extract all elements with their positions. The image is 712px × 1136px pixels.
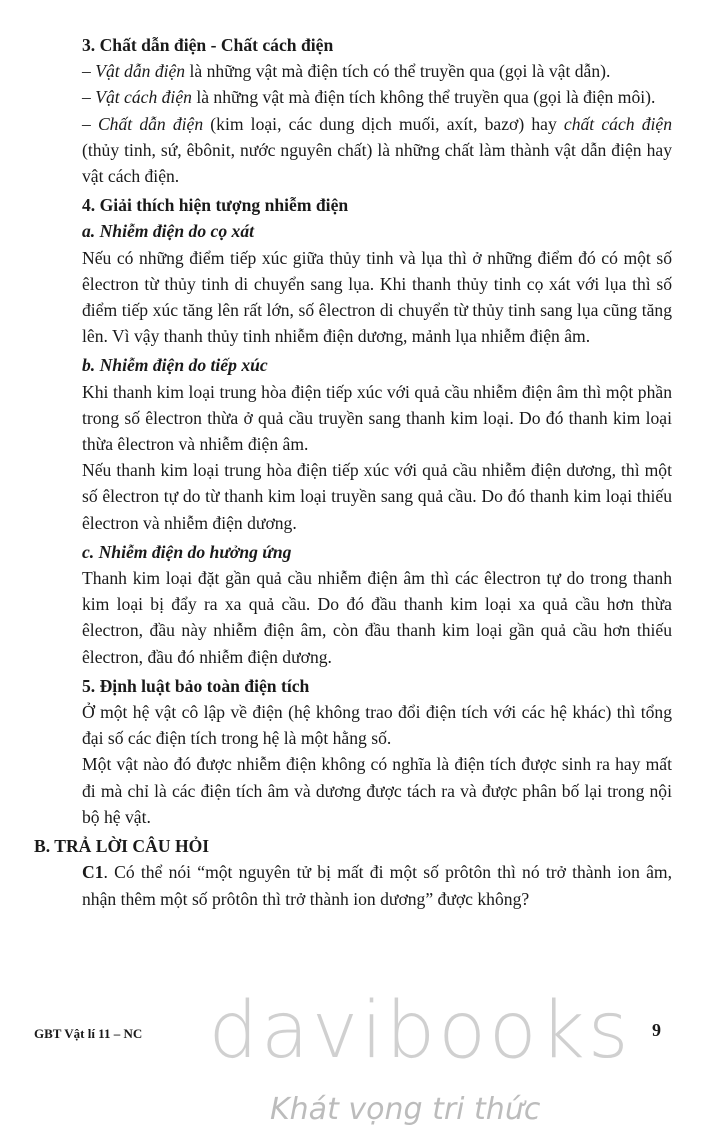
- paragraph: Nếu thanh kim loại trung hòa điện tiếp xúc với quả cầu nhiễm điện dương, thì một số êlectron tự do từ thanh kim loại truyền sang quả cầu. Do đó thanh kim loại thiếu êlectron và nhiễm điện dương.: [82, 460, 672, 533]
- subsection-c-heading: c. Nhiễm điện do hưởng ứng: [82, 541, 292, 562]
- paragraph: Nếu có những điểm tiếp xúc giữa thủy tinh và lụa thì ở những điểm đó có một số êlectron từ thủy tinh di chuyển sang lụa. Khi thanh thủy tinh cọ xát với lụa thì số điểm tiếp xúc tăng lên rất lớn, số êlectron di chuyển từ thủy tinh sang lụa cũng tăng lên. Vì vậy thanh thủy tinh nhiễm điện dương, mảnh lụa nhiễm điện âm.: [82, 247, 672, 347]
- watermark-brand: davibooks: [208, 986, 632, 1076]
- watermark-slogan: Khát vọng tri thức: [270, 1092, 541, 1127]
- page-content: [34, 32, 673, 912]
- footer-book-title: GBT Vật lí 11 – NC: [34, 1026, 143, 1041]
- paragraph: – Vật dẫn điện là những vật mà điện tích có thể truyền qua (gọi là vật dẫn).: [82, 61, 611, 82]
- subsection-b-heading: b. Nhiễm điện do tiếp xúc: [82, 355, 268, 376]
- term: – Chất dẫn điện: [82, 113, 204, 134]
- paragraph: – Vật cách điện là những vật mà điện tích không thể truyền qua (gọi là điện môi).: [82, 87, 656, 108]
- paragraph: Một vật nào đó được nhiễm điện không có nghĩa là điện tích được sinh ra hay mất đi mà chỉ là các điện tích âm và dương được tách ra và được phân bố lại trong nội bộ hệ vật.: [82, 754, 672, 827]
- paragraph: Khi thanh kim loại trung hòa điện tiếp xúc với quả cầu nhiễm điện âm thì một phần trong số êlectron thừa ở quả cầu truyền sang thanh kim loại. Do đó thanh kim loại thừa êlectron và nhiễm điện âm.: [82, 381, 672, 455]
- term: – Vật dẫn điện: [82, 61, 186, 82]
- paragraph: Ở một hệ vật cô lập về điện (hệ không trao đổi điện tích với các hệ khác) thì tổng đại số các điện tích trong hệ là một hằng số.: [82, 702, 672, 749]
- term: chất cách điện: [563, 113, 673, 134]
- part-b-heading: B. TRẢ LỜI CÂU HỎI: [34, 836, 210, 857]
- paragraph: Thanh kim loại đặt gần quả cầu nhiễm điện âm thì các êlectron tự do trong thanh kim loại bị đẩy ra xa quả cầu. Do đó đầu thanh kim loại xa quả cầu hơn thừa êlectron, đầu này nhiễm điện âm, còn đầu thanh kim loại gần quả cầu hơn thiếu êlectron, đầu đó nhiễm điện dương.: [82, 568, 672, 667]
- paragraph: – Chất dẫn điện (kim loại, các dung dịch muối, axít, bazơ) hay chất cách điện (thủy tinh, sứ, êbônit, nước nguyên chất) là những chất làm thành vật dẫn điện hay vật cách điện.: [82, 113, 673, 187]
- question-c1: C1. Có thể nói “một nguyên tử bị mất đi một số prôtôn thì nó trở thành ion âm, nhận thêm một số prôtôn thì trở thành ion dương” được không?: [82, 862, 672, 909]
- subsection-a-heading: a. Nhiễm điện do cọ xát: [82, 221, 255, 242]
- section-5-heading: 5. Định luật bảo toàn điện tích: [82, 675, 310, 696]
- page-number: 9: [652, 1020, 661, 1040]
- section-3-heading: 3. Chất dẫn điện - Chất cách điện: [82, 35, 334, 55]
- question-label: C1: [82, 862, 104, 883]
- section-4-heading: 4. Giải thích hiện tượng nhiễm điện: [82, 195, 349, 216]
- term: – Vật cách điện: [82, 87, 192, 108]
